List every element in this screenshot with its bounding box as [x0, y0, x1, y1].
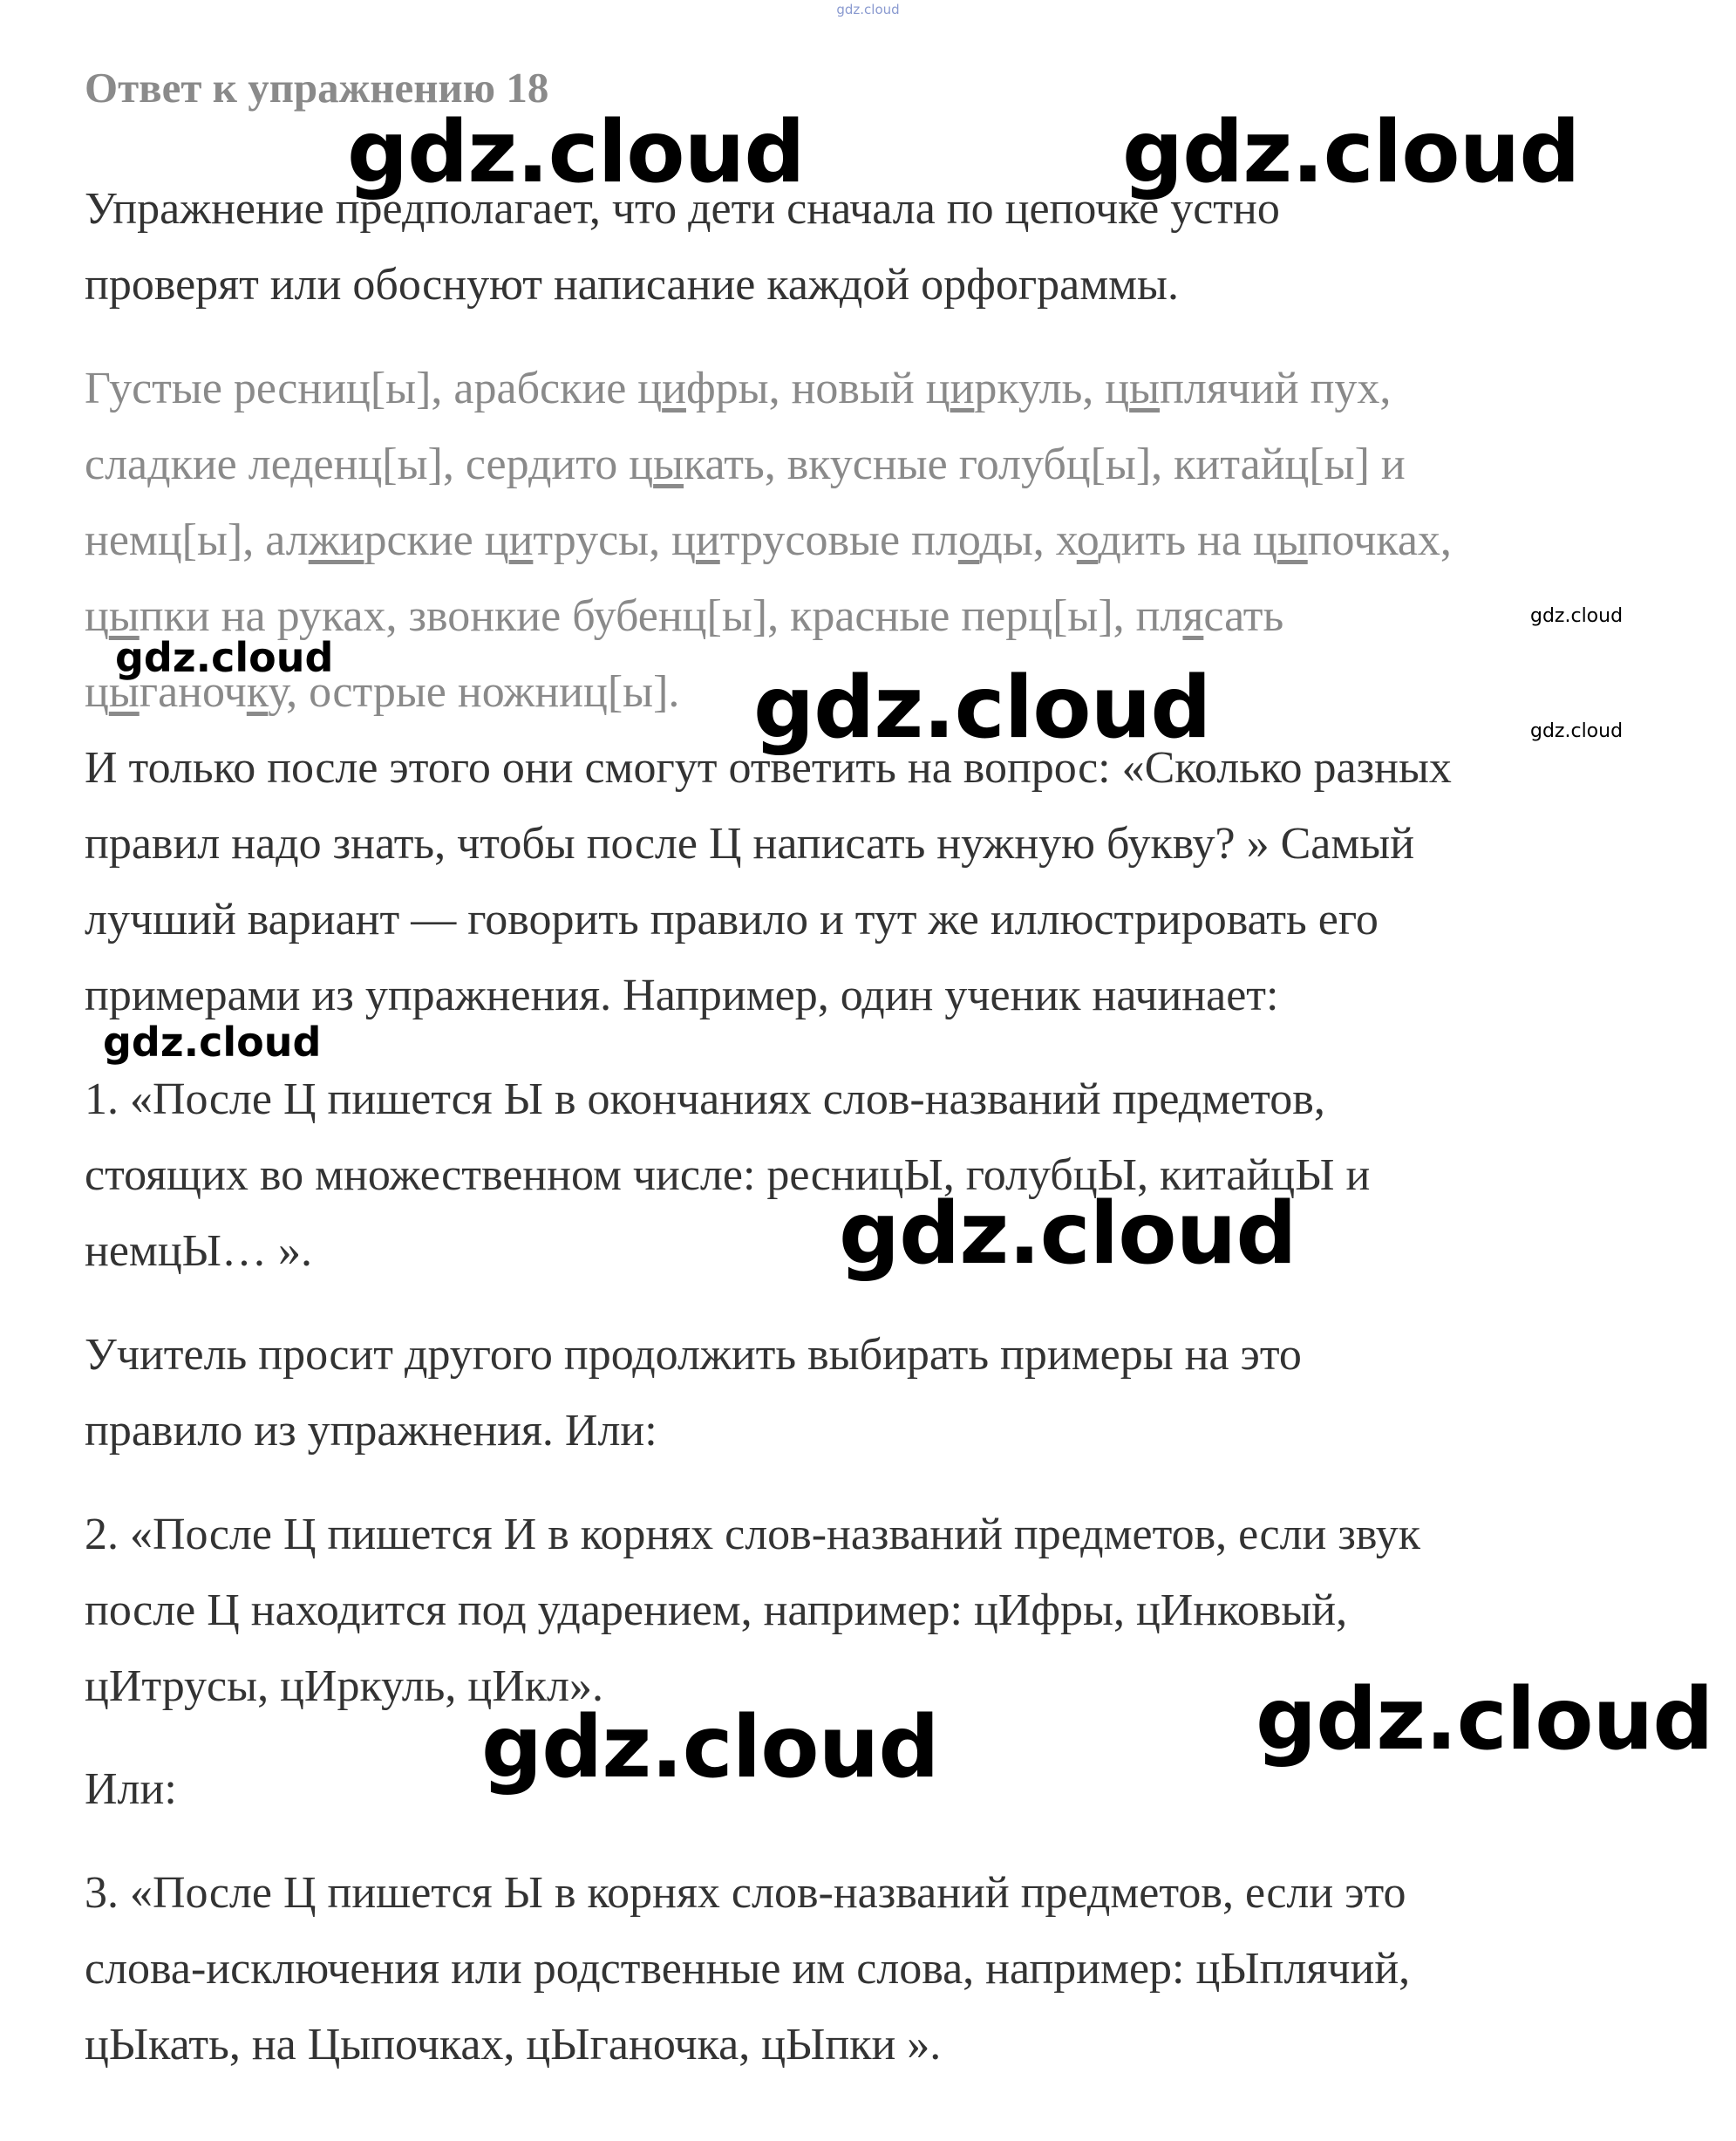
underlined-letter: ы	[1276, 515, 1308, 565]
watermark: gdz.cloud	[115, 634, 334, 681]
text-segment: ганоч	[139, 667, 247, 717]
text-segment: ды, х	[979, 515, 1077, 565]
watermark: gdz.cloud	[1122, 103, 1580, 202]
watermark: gdz.cloud	[753, 658, 1211, 758]
after-line-2: правил надо знать, чтобы после Ц написать нужную букву? » Самый	[85, 819, 1415, 869]
rule3-line-2: слова-исключения или родственные им слова, например: цЫплячий,	[85, 1944, 1411, 1994]
rule2-line-1: 2. «После Ц пишется И в корнях слов-названий предметов, если звук	[85, 1510, 1420, 1559]
watermark: gdz.cloud	[347, 103, 805, 202]
watermark: gdz.cloud	[103, 1019, 322, 1066]
or-label: Или:	[85, 1764, 177, 1814]
text-segment: Густые ресниц[ы], арабские ц	[85, 364, 663, 413]
teacher-line-1: Учитель просит другого продолжить выбирать примеры на это	[85, 1330, 1302, 1380]
exercise-line-1	[85, 363, 1391, 415]
text-segment: ц	[85, 591, 109, 641]
rule1-line-3: немцЫ… ».	[85, 1226, 312, 1276]
text-segment: трусовые пл	[719, 515, 958, 565]
text-segment: у, острые ножниц[ы].	[268, 667, 680, 717]
after-line-4: примерами из упражнения. Например, один ученик начинает:	[85, 971, 1279, 1020]
underlined-letter: о	[957, 515, 980, 565]
underlined-letter: о	[1076, 515, 1099, 565]
intro-line-2: проверят или обоснуют написание каждой орфограммы.	[85, 260, 1179, 310]
exercise-line-3	[85, 515, 1452, 567]
text-segment: пки на руках, звонкие бубенц[ы], красные перц[ы], пл	[139, 591, 1183, 641]
text-segment: ркуль, ц	[974, 364, 1130, 413]
watermark: gdz.cloud	[839, 1184, 1297, 1284]
underlined-letters: жи	[308, 515, 364, 565]
rule3-line-1: 3. «После Ц пишется Ы в корнях слов-названий предметов, если это	[85, 1868, 1406, 1918]
text-segment: сладкие леденц[ы], сердито ц	[85, 440, 654, 489]
teacher-line-2: правило из упражнения. Или:	[85, 1406, 657, 1456]
top-watermark: gdz.cloud	[836, 2, 900, 17]
rule2-line-3: цИтрусы, цИркуль, цИкл».	[85, 1661, 603, 1711]
underlined-letter: я	[1182, 591, 1204, 641]
text-segment: дить на ц	[1098, 515, 1277, 565]
text-segment: фры, новый ц	[685, 364, 950, 413]
watermark: gdz.cloud	[1530, 605, 1624, 627]
text-segment: почках,	[1307, 515, 1452, 565]
after-line-3: лучший вариант — говорить правило и тут же иллюстрировать его	[85, 895, 1379, 944]
text-segment: ц	[85, 667, 109, 717]
text-segment: сать	[1203, 591, 1284, 641]
text-segment: немц[ы], ал	[85, 515, 309, 565]
underlined-letter: ы	[653, 440, 684, 489]
rule3-line-3: цЫкать, на Цыпочках, цЫганочка, цЫпки ».	[85, 2020, 942, 2069]
underlined-letter: и	[950, 364, 975, 413]
underlined-letter: и	[662, 364, 686, 413]
after-line-1: И только после этого они смогут ответить на вопрос: «Сколько разных	[85, 743, 1452, 793]
underlined-letter: к	[246, 667, 269, 717]
rule1-line-2: стоящих во множественном числе: ресницЫ, голубцЫ, китайцЫ и	[85, 1150, 1371, 1200]
text-segment: рские ц	[364, 515, 509, 565]
underlined-letter: ы	[1129, 364, 1161, 413]
text-segment: кать, вкусные голубц[ы], китайц[ы] и	[684, 440, 1406, 489]
underlined-letter: ы	[108, 591, 140, 641]
watermark: gdz.cloud	[1530, 720, 1624, 742]
underlined-letter: и	[695, 515, 720, 565]
rule2-line-2: после Ц находится под ударением, например: цИфры, цИнковый,	[85, 1585, 1348, 1635]
underlined-letter: ы	[108, 667, 140, 717]
watermark: gdz.cloud	[481, 1698, 939, 1797]
intro-line-1: Упражнение предполагает, что дети сначала по цепочке устно	[85, 184, 1280, 234]
underlined-letter: и	[508, 515, 534, 565]
text-segment: плячий пух,	[1160, 364, 1392, 413]
text-segment: трусы, ц	[533, 515, 696, 565]
watermark: gdz.cloud	[1256, 1670, 1713, 1769]
rule1-line-1: 1. «После Ц пишется Ы в окончаниях слов-названий предметов,	[85, 1074, 1325, 1124]
page-title: Ответ к упражнению 18	[85, 64, 549, 112]
exercise-line-2	[85, 439, 1406, 491]
